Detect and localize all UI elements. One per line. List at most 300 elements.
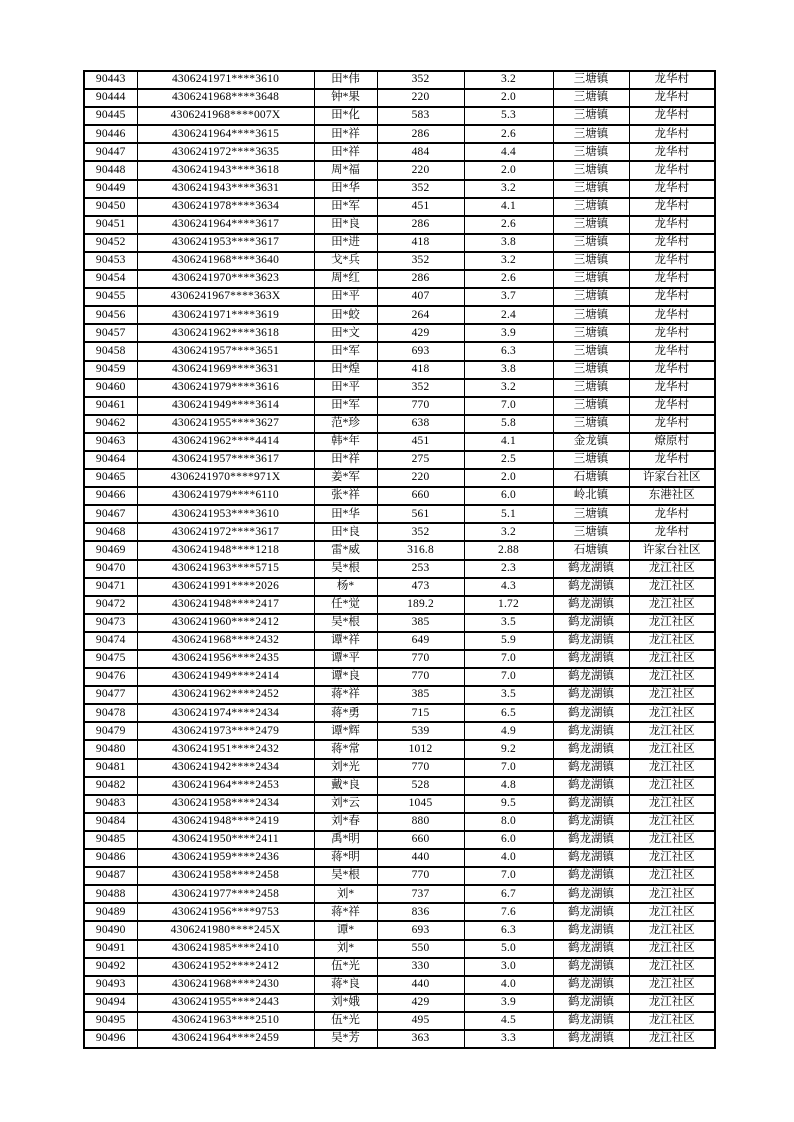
masked-name-cell: 田*平 bbox=[314, 288, 377, 306]
quantity-cell: 6.0 bbox=[464, 487, 553, 505]
town-cell: 三塘镇 bbox=[553, 270, 629, 288]
amount-cell: 1045 bbox=[377, 795, 464, 813]
masked-name-cell: 韩*年 bbox=[314, 433, 377, 451]
town-cell: 三塘镇 bbox=[553, 180, 629, 198]
masked-id-number-cell: 4306241960****2412 bbox=[137, 614, 314, 632]
table-row bbox=[84, 523, 715, 541]
serial-number-cell: 90465 bbox=[84, 469, 137, 487]
town-cell: 三塘镇 bbox=[553, 125, 629, 143]
quantity-cell: 5.9 bbox=[464, 632, 553, 650]
amount-cell: 561 bbox=[377, 505, 464, 523]
quantity-cell: 4.1 bbox=[464, 433, 553, 451]
amount-cell: 1012 bbox=[377, 740, 464, 758]
town-cell: 三塘镇 bbox=[553, 415, 629, 433]
village-cell: 龙华村 bbox=[629, 161, 715, 179]
masked-name-cell: 田*华 bbox=[314, 180, 377, 198]
table-row bbox=[84, 777, 715, 795]
town-cell: 石塘镇 bbox=[553, 469, 629, 487]
amount-cell: 352 bbox=[377, 379, 464, 397]
town-cell: 鹤龙湖镇 bbox=[553, 632, 629, 650]
quantity-cell: 2.0 bbox=[464, 89, 553, 107]
masked-name-cell: 田*祥 bbox=[314, 451, 377, 469]
quantity-cell: 3.5 bbox=[464, 686, 553, 704]
town-cell: 鹤龙湖镇 bbox=[553, 813, 629, 831]
masked-id-number-cell: 4306241973****2479 bbox=[137, 722, 314, 740]
table-row bbox=[84, 885, 715, 903]
quantity-cell: 7.0 bbox=[464, 668, 553, 686]
serial-number-cell: 90492 bbox=[84, 958, 137, 976]
quantity-cell: 5.0 bbox=[464, 940, 553, 958]
town-cell: 鹤龙湖镇 bbox=[553, 867, 629, 885]
village-cell: 燎原村 bbox=[629, 433, 715, 451]
masked-name-cell: 田*煌 bbox=[314, 361, 377, 379]
quantity-cell: 7.0 bbox=[464, 867, 553, 885]
table-row bbox=[84, 415, 715, 433]
amount-cell: 660 bbox=[377, 487, 464, 505]
masked-name-cell: 田*进 bbox=[314, 234, 377, 252]
town-cell: 鹤龙湖镇 bbox=[553, 668, 629, 686]
serial-number-cell: 90485 bbox=[84, 831, 137, 849]
serial-number-cell: 90456 bbox=[84, 306, 137, 324]
amount-cell: 363 bbox=[377, 1030, 464, 1048]
table-row bbox=[84, 433, 715, 451]
table-row bbox=[84, 759, 715, 777]
amount-cell: 473 bbox=[377, 578, 464, 596]
village-cell: 龙江社区 bbox=[629, 650, 715, 668]
serial-number-cell: 90473 bbox=[84, 614, 137, 632]
village-cell: 龙华村 bbox=[629, 234, 715, 252]
town-cell: 鹤龙湖镇 bbox=[553, 921, 629, 939]
quantity-cell: 2.6 bbox=[464, 216, 553, 234]
serial-number-cell: 90474 bbox=[84, 632, 137, 650]
village-cell: 龙华村 bbox=[629, 397, 715, 415]
town-cell: 鹤龙湖镇 bbox=[553, 994, 629, 1012]
masked-id-number-cell: 4306241958****2458 bbox=[137, 867, 314, 885]
town-cell: 鹤龙湖镇 bbox=[553, 650, 629, 668]
quantity-cell: 4.1 bbox=[464, 198, 553, 216]
masked-id-number-cell: 4306241969****3631 bbox=[137, 361, 314, 379]
quantity-cell: 5.3 bbox=[464, 107, 553, 125]
serial-number-cell: 90483 bbox=[84, 795, 137, 813]
town-cell: 鹤龙湖镇 bbox=[553, 1012, 629, 1030]
serial-number-cell: 90482 bbox=[84, 777, 137, 795]
serial-number-cell: 90466 bbox=[84, 487, 137, 505]
serial-number-cell: 90462 bbox=[84, 415, 137, 433]
table-row bbox=[84, 596, 715, 614]
masked-name-cell: 张*祥 bbox=[314, 487, 377, 505]
village-cell: 龙江社区 bbox=[629, 831, 715, 849]
serial-number-cell: 90479 bbox=[84, 722, 137, 740]
masked-name-cell: 田*伟 bbox=[314, 71, 377, 89]
masked-id-number-cell: 4306241967****363X bbox=[137, 288, 314, 306]
masked-id-number-cell: 4306241949****2414 bbox=[137, 668, 314, 686]
amount-cell: 352 bbox=[377, 71, 464, 89]
village-cell: 龙江社区 bbox=[629, 795, 715, 813]
town-cell: 鹤龙湖镇 bbox=[553, 795, 629, 813]
serial-number-cell: 90448 bbox=[84, 161, 137, 179]
quantity-cell: 2.4 bbox=[464, 306, 553, 324]
village-cell: 龙华村 bbox=[629, 89, 715, 107]
quantity-cell: 6.3 bbox=[464, 921, 553, 939]
village-cell: 龙江社区 bbox=[629, 578, 715, 596]
masked-id-number-cell: 4306241970****3623 bbox=[137, 270, 314, 288]
serial-number-cell: 90459 bbox=[84, 361, 137, 379]
serial-number-cell: 90491 bbox=[84, 940, 137, 958]
table-row bbox=[84, 379, 715, 397]
masked-name-cell: 刘*春 bbox=[314, 813, 377, 831]
masked-name-cell: 田*文 bbox=[314, 324, 377, 342]
masked-name-cell: 伍*光 bbox=[314, 1012, 377, 1030]
masked-id-number-cell: 4306241942****2434 bbox=[137, 759, 314, 777]
table-row bbox=[84, 831, 715, 849]
town-cell: 三塘镇 bbox=[553, 342, 629, 360]
table-row bbox=[84, 469, 715, 487]
masked-name-cell: 田*华 bbox=[314, 505, 377, 523]
town-cell: 三塘镇 bbox=[553, 306, 629, 324]
village-cell: 龙江社区 bbox=[629, 777, 715, 795]
table-row bbox=[84, 505, 715, 523]
town-cell: 鹤龙湖镇 bbox=[553, 777, 629, 795]
masked-name-cell: 田*祥 bbox=[314, 143, 377, 161]
amount-cell: 352 bbox=[377, 180, 464, 198]
amount-cell: 189.2 bbox=[377, 596, 464, 614]
masked-name-cell: 吴*芳 bbox=[314, 1030, 377, 1048]
table-row bbox=[84, 198, 715, 216]
village-cell: 龙江社区 bbox=[629, 668, 715, 686]
quantity-cell: 3.9 bbox=[464, 994, 553, 1012]
town-cell: 鹤龙湖镇 bbox=[553, 704, 629, 722]
amount-cell: 484 bbox=[377, 143, 464, 161]
village-cell: 龙华村 bbox=[629, 71, 715, 89]
serial-number-cell: 90469 bbox=[84, 541, 137, 559]
village-cell: 龙江社区 bbox=[629, 940, 715, 958]
village-cell: 许家台社区 bbox=[629, 469, 715, 487]
masked-id-number-cell: 4306241991****2026 bbox=[137, 578, 314, 596]
serial-number-cell: 90443 bbox=[84, 71, 137, 89]
masked-name-cell: 戈*兵 bbox=[314, 252, 377, 270]
serial-number-cell: 90463 bbox=[84, 433, 137, 451]
quantity-cell: 3.5 bbox=[464, 614, 553, 632]
masked-id-number-cell: 4306241978****3634 bbox=[137, 198, 314, 216]
amount-cell: 528 bbox=[377, 777, 464, 795]
masked-name-cell: 杨* bbox=[314, 578, 377, 596]
amount-cell: 220 bbox=[377, 89, 464, 107]
quantity-cell: 3.3 bbox=[464, 1030, 553, 1048]
amount-cell: 693 bbox=[377, 342, 464, 360]
town-cell: 鹤龙湖镇 bbox=[553, 740, 629, 758]
table-body bbox=[84, 71, 715, 1048]
masked-name-cell: 戴*良 bbox=[314, 777, 377, 795]
town-cell: 三塘镇 bbox=[553, 523, 629, 541]
masked-id-number-cell: 4306241959****2436 bbox=[137, 849, 314, 867]
masked-name-cell: 谭*平 bbox=[314, 650, 377, 668]
table-row bbox=[84, 125, 715, 143]
masked-id-number-cell: 4306241951****2432 bbox=[137, 740, 314, 758]
masked-id-number-cell: 4306241962****4414 bbox=[137, 433, 314, 451]
quantity-cell: 4.0 bbox=[464, 976, 553, 994]
quantity-cell: 3.2 bbox=[464, 71, 553, 89]
amount-cell: 649 bbox=[377, 632, 464, 650]
quantity-cell: 7.0 bbox=[464, 759, 553, 777]
masked-name-cell: 蒋*祥 bbox=[314, 686, 377, 704]
amount-cell: 770 bbox=[377, 867, 464, 885]
masked-name-cell: 吴*根 bbox=[314, 614, 377, 632]
town-cell: 三塘镇 bbox=[553, 234, 629, 252]
amount-cell: 352 bbox=[377, 252, 464, 270]
serial-number-cell: 90488 bbox=[84, 885, 137, 903]
quantity-cell: 7.0 bbox=[464, 650, 553, 668]
masked-name-cell: 范*珍 bbox=[314, 415, 377, 433]
village-cell: 龙江社区 bbox=[629, 921, 715, 939]
masked-id-number-cell: 4306241948****2419 bbox=[137, 813, 314, 831]
quantity-cell: 3.2 bbox=[464, 180, 553, 198]
town-cell: 鹤龙湖镇 bbox=[553, 903, 629, 921]
village-cell: 龙华村 bbox=[629, 379, 715, 397]
table-row bbox=[84, 632, 715, 650]
quantity-cell: 9.2 bbox=[464, 740, 553, 758]
quantity-cell: 2.6 bbox=[464, 270, 553, 288]
table-row bbox=[84, 668, 715, 686]
table-row bbox=[84, 288, 715, 306]
table-row bbox=[84, 1030, 715, 1048]
masked-name-cell: 蒋*明 bbox=[314, 849, 377, 867]
masked-name-cell: 蒋*良 bbox=[314, 976, 377, 994]
amount-cell: 737 bbox=[377, 885, 464, 903]
amount-cell: 638 bbox=[377, 415, 464, 433]
town-cell: 鹤龙湖镇 bbox=[553, 885, 629, 903]
village-cell: 龙华村 bbox=[629, 342, 715, 360]
serial-number-cell: 90447 bbox=[84, 143, 137, 161]
masked-id-number-cell: 4306241963****5715 bbox=[137, 560, 314, 578]
table-row bbox=[84, 867, 715, 885]
town-cell: 三塘镇 bbox=[553, 252, 629, 270]
masked-id-number-cell: 4306241963****2510 bbox=[137, 1012, 314, 1030]
town-cell: 鹤龙湖镇 bbox=[553, 958, 629, 976]
town-cell: 三塘镇 bbox=[553, 397, 629, 415]
table-row bbox=[84, 397, 715, 415]
masked-id-number-cell: 4306241955****2443 bbox=[137, 994, 314, 1012]
table-row bbox=[84, 216, 715, 234]
quantity-cell: 2.5 bbox=[464, 451, 553, 469]
amount-cell: 770 bbox=[377, 397, 464, 415]
serial-number-cell: 90490 bbox=[84, 921, 137, 939]
table-row bbox=[84, 686, 715, 704]
amount-cell: 286 bbox=[377, 270, 464, 288]
village-cell: 龙江社区 bbox=[629, 1030, 715, 1048]
amount-cell: 407 bbox=[377, 288, 464, 306]
masked-name-cell: 田*军 bbox=[314, 198, 377, 216]
serial-number-cell: 90453 bbox=[84, 252, 137, 270]
village-cell: 龙江社区 bbox=[629, 994, 715, 1012]
table-row bbox=[84, 921, 715, 939]
amount-cell: 286 bbox=[377, 216, 464, 234]
masked-id-number-cell: 4306241972****3635 bbox=[137, 143, 314, 161]
town-cell: 鹤龙湖镇 bbox=[553, 596, 629, 614]
serial-number-cell: 90477 bbox=[84, 686, 137, 704]
town-cell: 三塘镇 bbox=[553, 161, 629, 179]
amount-cell: 660 bbox=[377, 831, 464, 849]
amount-cell: 880 bbox=[377, 813, 464, 831]
quantity-cell: 5.1 bbox=[464, 505, 553, 523]
masked-id-number-cell: 4306241979****6110 bbox=[137, 487, 314, 505]
village-cell: 龙华村 bbox=[629, 107, 715, 125]
town-cell: 三塘镇 bbox=[553, 361, 629, 379]
amount-cell: 418 bbox=[377, 234, 464, 252]
village-cell: 许家台社区 bbox=[629, 541, 715, 559]
village-cell: 龙江社区 bbox=[629, 867, 715, 885]
quantity-cell: 8.0 bbox=[464, 813, 553, 831]
masked-name-cell: 谭* bbox=[314, 921, 377, 939]
masked-name-cell: 刘* bbox=[314, 940, 377, 958]
town-cell: 鹤龙湖镇 bbox=[553, 578, 629, 596]
table-row bbox=[84, 849, 715, 867]
town-cell: 三塘镇 bbox=[553, 505, 629, 523]
table-row bbox=[84, 903, 715, 921]
village-cell: 龙江社区 bbox=[629, 958, 715, 976]
town-cell: 三塘镇 bbox=[553, 198, 629, 216]
quantity-cell: 7.0 bbox=[464, 397, 553, 415]
serial-number-cell: 90475 bbox=[84, 650, 137, 668]
masked-id-number-cell: 4306241964****3615 bbox=[137, 125, 314, 143]
masked-name-cell: 蒋*祥 bbox=[314, 903, 377, 921]
serial-number-cell: 90476 bbox=[84, 668, 137, 686]
masked-id-number-cell: 4306241985****2410 bbox=[137, 940, 314, 958]
table-row bbox=[84, 578, 715, 596]
amount-cell: 451 bbox=[377, 198, 464, 216]
serial-number-cell: 90496 bbox=[84, 1030, 137, 1048]
masked-id-number-cell: 4306241968****2430 bbox=[137, 976, 314, 994]
quantity-cell: 2.6 bbox=[464, 125, 553, 143]
masked-name-cell: 田*蛟 bbox=[314, 306, 377, 324]
table-row bbox=[84, 994, 715, 1012]
town-cell: 石塘镇 bbox=[553, 541, 629, 559]
quantity-cell: 3.2 bbox=[464, 379, 553, 397]
masked-name-cell: 钟*果 bbox=[314, 89, 377, 107]
amount-cell: 429 bbox=[377, 994, 464, 1012]
amount-cell: 715 bbox=[377, 704, 464, 722]
masked-name-cell: 刘*光 bbox=[314, 759, 377, 777]
serial-number-cell: 90458 bbox=[84, 342, 137, 360]
table-row bbox=[84, 324, 715, 342]
village-cell: 龙华村 bbox=[629, 180, 715, 198]
amount-cell: 429 bbox=[377, 324, 464, 342]
serial-number-cell: 90444 bbox=[84, 89, 137, 107]
serial-number-cell: 90480 bbox=[84, 740, 137, 758]
village-cell: 龙江社区 bbox=[629, 596, 715, 614]
village-cell: 龙江社区 bbox=[629, 885, 715, 903]
masked-id-number-cell: 4306241943****3631 bbox=[137, 180, 314, 198]
town-cell: 鹤龙湖镇 bbox=[553, 849, 629, 867]
serial-number-cell: 90486 bbox=[84, 849, 137, 867]
masked-id-number-cell: 4306241962****2452 bbox=[137, 686, 314, 704]
town-cell: 三塘镇 bbox=[553, 451, 629, 469]
table-row bbox=[84, 940, 715, 958]
masked-name-cell: 田*祥 bbox=[314, 125, 377, 143]
village-cell: 龙江社区 bbox=[629, 903, 715, 921]
amount-cell: 418 bbox=[377, 361, 464, 379]
serial-number-cell: 90471 bbox=[84, 578, 137, 596]
table-row bbox=[84, 722, 715, 740]
table-row bbox=[84, 161, 715, 179]
masked-name-cell: 吴*根 bbox=[314, 867, 377, 885]
quantity-cell: 4.3 bbox=[464, 578, 553, 596]
quantity-cell: 7.6 bbox=[464, 903, 553, 921]
town-cell: 鹤龙湖镇 bbox=[553, 560, 629, 578]
amount-cell: 352 bbox=[377, 523, 464, 541]
town-cell: 鹤龙湖镇 bbox=[553, 759, 629, 777]
quantity-cell: 4.9 bbox=[464, 722, 553, 740]
masked-id-number-cell: 4306241949****3614 bbox=[137, 397, 314, 415]
serial-number-cell: 90467 bbox=[84, 505, 137, 523]
masked-name-cell: 雷*威 bbox=[314, 541, 377, 559]
village-cell: 龙华村 bbox=[629, 252, 715, 270]
masked-id-number-cell: 4306241971****3619 bbox=[137, 306, 314, 324]
table-row bbox=[84, 180, 715, 198]
table-row bbox=[84, 306, 715, 324]
amount-cell: 330 bbox=[377, 958, 464, 976]
quantity-cell: 6.5 bbox=[464, 704, 553, 722]
amount-cell: 385 bbox=[377, 686, 464, 704]
village-cell: 龙华村 bbox=[629, 198, 715, 216]
quantity-cell: 4.0 bbox=[464, 849, 553, 867]
masked-name-cell: 伍*光 bbox=[314, 958, 377, 976]
table-row bbox=[84, 560, 715, 578]
masked-id-number-cell: 4306241968****3648 bbox=[137, 89, 314, 107]
town-cell: 鹤龙湖镇 bbox=[553, 940, 629, 958]
masked-name-cell: 谭*良 bbox=[314, 668, 377, 686]
amount-cell: 253 bbox=[377, 560, 464, 578]
quantity-cell: 2.0 bbox=[464, 469, 553, 487]
table-row bbox=[84, 614, 715, 632]
masked-id-number-cell: 4306241950****2411 bbox=[137, 831, 314, 849]
village-cell: 龙华村 bbox=[629, 125, 715, 143]
quantity-cell: 2.0 bbox=[464, 161, 553, 179]
masked-name-cell: 刘*云 bbox=[314, 795, 377, 813]
masked-id-number-cell: 4306241972****3617 bbox=[137, 523, 314, 541]
amount-cell: 550 bbox=[377, 940, 464, 958]
table-row bbox=[84, 650, 715, 668]
village-cell: 龙华村 bbox=[629, 306, 715, 324]
masked-name-cell: 刘* bbox=[314, 885, 377, 903]
masked-name-cell: 姜*军 bbox=[314, 469, 377, 487]
village-cell: 龙江社区 bbox=[629, 704, 715, 722]
town-cell: 金龙镇 bbox=[553, 433, 629, 451]
masked-name-cell: 田*军 bbox=[314, 397, 377, 415]
masked-name-cell: 田*化 bbox=[314, 107, 377, 125]
masked-id-number-cell: 4306241956****9753 bbox=[137, 903, 314, 921]
masked-id-number-cell: 4306241968****2432 bbox=[137, 632, 314, 650]
serial-number-cell: 90454 bbox=[84, 270, 137, 288]
serial-number-cell: 90460 bbox=[84, 379, 137, 397]
village-cell: 东港社区 bbox=[629, 487, 715, 505]
masked-id-number-cell: 4306241948****1218 bbox=[137, 541, 314, 559]
table-row bbox=[84, 71, 715, 89]
masked-id-number-cell: 4306241964****2453 bbox=[137, 777, 314, 795]
masked-id-number-cell: 4306241957****3617 bbox=[137, 451, 314, 469]
town-cell: 三塘镇 bbox=[553, 216, 629, 234]
serial-number-cell: 90489 bbox=[84, 903, 137, 921]
village-cell: 龙华村 bbox=[629, 361, 715, 379]
masked-id-number-cell: 4306241977****2458 bbox=[137, 885, 314, 903]
serial-number-cell: 90470 bbox=[84, 560, 137, 578]
amount-cell: 770 bbox=[377, 759, 464, 777]
village-cell: 龙华村 bbox=[629, 505, 715, 523]
table-row bbox=[84, 740, 715, 758]
serial-number-cell: 90487 bbox=[84, 867, 137, 885]
table-row bbox=[84, 342, 715, 360]
town-cell: 三塘镇 bbox=[553, 107, 629, 125]
quantity-cell: 3.0 bbox=[464, 958, 553, 976]
